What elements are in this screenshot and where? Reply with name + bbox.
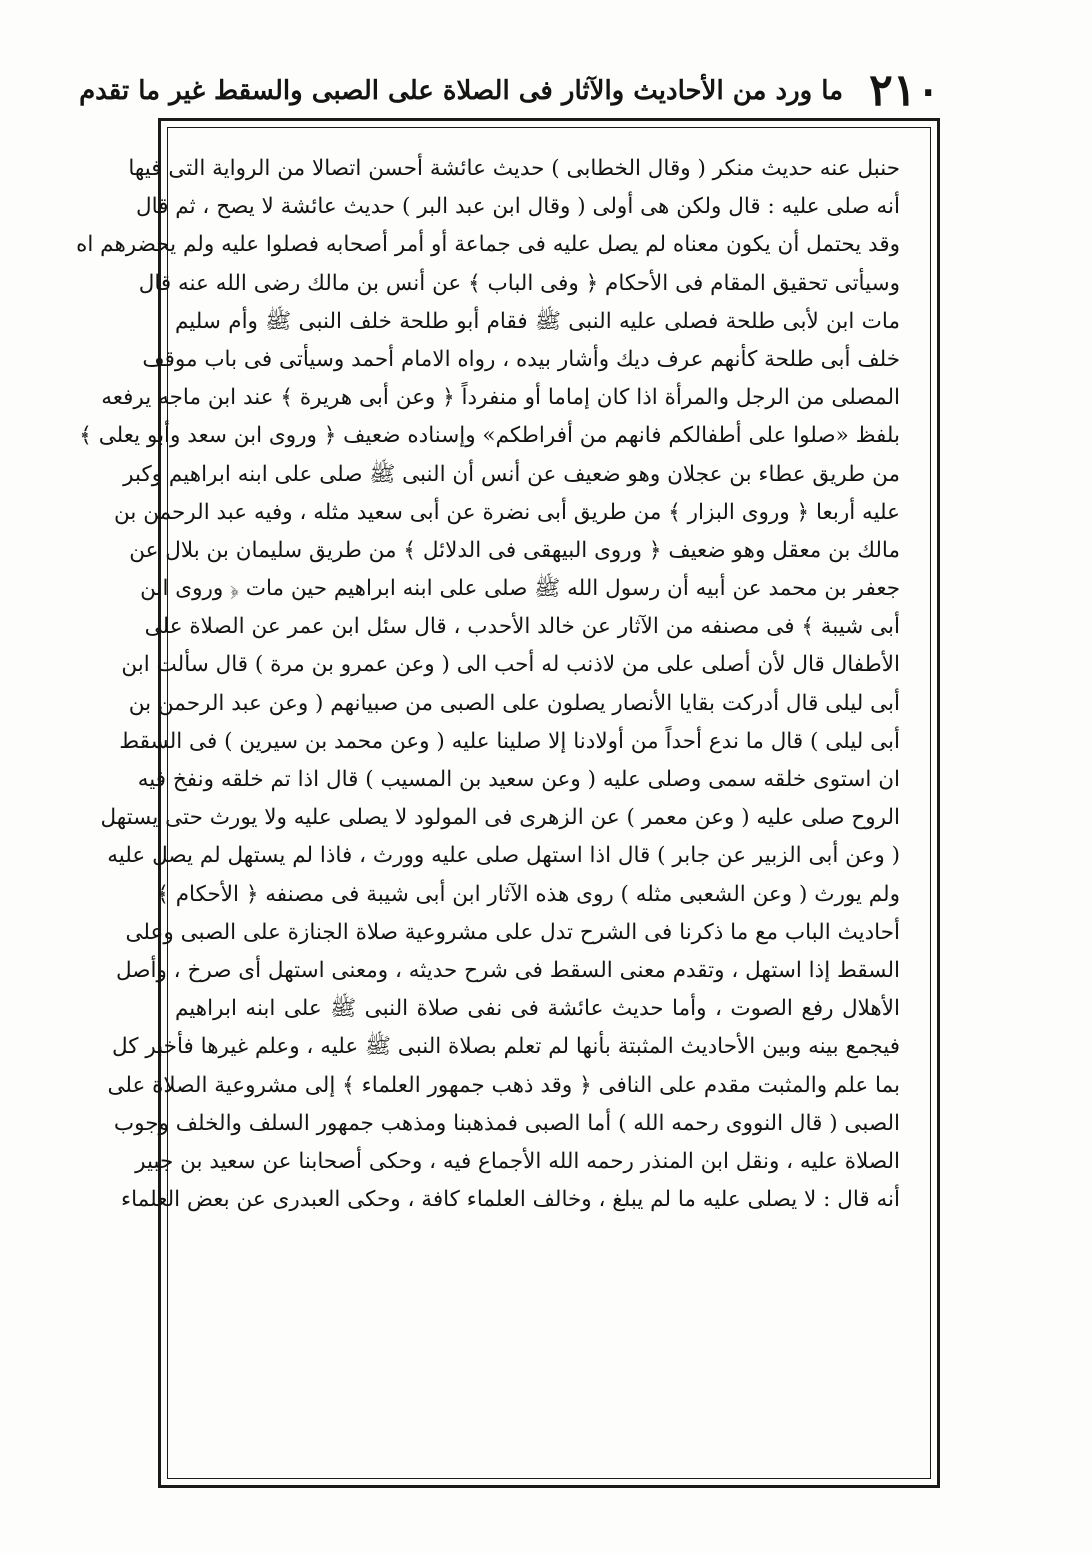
- text-line-9: من طريق عطاء بن عجلان وهو ضعيف عن أنس أن النبى ﷺ صلى على ابنه ابراهيم وكبر: [123, 461, 900, 487]
- text-line-13: أبى شيبة ﴾ فى مصنفه من الآثار عن خالد الأحدب ، قال سئل ابن عمر عن الصلاة على: [144, 614, 900, 640]
- text-line-15: أبى ليلى قال أدركت بقايا الأنصار يصلون على الصبى من صبيانهم ( وعن عبد الرحمن بن: [128, 690, 900, 716]
- text-line-23: الأهلال رفع الصوت ، وأما حديث عائشة فى نفى صلاة النبى ﷺ على ابنه ابراهيم: [175, 996, 900, 1022]
- text-line-17: ان استوى خلقه سمى وصلى عليه ( وعن سعيد بن المسيب ) قال اذا تم خلقه ونفخ فيه: [137, 767, 900, 792]
- text-line-16: أبى ليلى ) قال ما ندع أحداً من أولادنا إلا صلينا عليه ( وعن محمد بن سيرين ) فى السقط: [119, 728, 900, 754]
- text-line-28: أنه قال : لا يصلى عليه ما لم يبلغ ، وخالف العلماء كافة ، وحكى العبدرى عن بعض العلماء: [121, 1187, 900, 1213]
- text-line-12: جعفر بن محمد عن أبيه أن رسول الله ﷺ صلى على ابنه ابراهيم حين مات ﴿ وروى ابن: [140, 576, 900, 602]
- text-line-24: فيجمع بينه وبين الأحاديث المثبتة بأنها لم تعلم بصلاة النبى ﷺ عليه ، وعلم غيرها فأخبر كل: [111, 1034, 900, 1060]
- text-line-5: مات ابن لأبى طلحة فصلى عليه النبى ﷺ فقام أبو طلحة خلف النبى ﷺ وأم سليم: [175, 308, 900, 334]
- text-line-6: خلف أبى طلحة كأنهم عرف ديك وأشار بيده ، رواه الامام أحمد وسيأتى فى باب موقف: [142, 346, 900, 372]
- text-line-18: الروح صلى عليه ( وعن معمر ) عن الزهرى فى المولود لا يصلى عليه ولا يورث حتى يستهل: [100, 805, 900, 831]
- running-title: ما ورد من الأحاديث والآثار فى الصلاة على الصبى والسقط غير ما تقدم: [79, 76, 844, 106]
- text-line-1: حنبل عنه حديث منكر ( وقال الخطابى ) حديث عائشة أحسن اتصالا من الرواية التى فيها: [128, 156, 900, 181]
- text-line-26: الصبى ( قال النووى رحمه الله ) أما الصبى فمذهبنا ومذهب جمهور السلف والخلف وجوب: [113, 1110, 900, 1136]
- text-line-3: وقد يحتمل أن يكون معناه لم يصل عليه فى جماعة أو أمر أصحابه فصلوا عليه ولم يحضرهم اه: [76, 232, 900, 258]
- text-line-14: الأطفال قال لأن أصلى على من لاذنب له أحب الى ( وعن عمرو بن مرة ) قال سألت ابن: [121, 652, 900, 678]
- text-line-8: بلفظ «صلوا على أطفالكم فانهم من أفراطكم» وإسناده ضعيف ﴿ وروى ابن سعد وأبو يعلى ﴾: [79, 423, 900, 449]
- page-header: [79, 65, 940, 116]
- text-line-10: عليه أربعا ﴿ وروى البزار ﴾ من طريق أبى نضرة عن أبى سعيد مثله ، وفيه عبد الرحمن بن: [114, 499, 900, 525]
- text-line-7: المصلى من الرجل والمرأة اذا كان إماما أو منفرداً ﴿ وعن أبى هريرة ﴾ عند ابن ماجه يرفعه: [101, 385, 900, 411]
- text-line-22: السقط إذا استهل ، وتقدم معنى السقط فى شرح حديثه ، ومعنى استهل أى صرخ ، وأصل: [115, 957, 900, 983]
- text-line-11: مالك بن معقل وهو ضعيف ﴿ وروى البيهقى فى الدلائل ﴾ من طريق سليمان بن بلال عن: [129, 537, 900, 563]
- page-number: ٢١٠: [869, 65, 940, 116]
- text-line-20: ولم يورث ( وعن الشعبى مثله ) روى هذه الآثار ابن أبى شيبة فى مصنفه ﴿ الأحكام ﴾: [156, 881, 900, 907]
- text-line-25: بما علم والمثبت مقدم على النافى ﴿ وقد ذهب جمهور العلماء ﴾ إلى مشروعية الصلاة على: [107, 1072, 900, 1098]
- text-line-21: أحاديث الباب مع ما ذكرنا فى الشرح تدل على مشروعية صلاة الجنازة على الصبى وعلى: [125, 919, 900, 945]
- text-line-27: الصلاة عليه ، ونقل ابن المنذر رحمه الله الأجماع فيه ، وحكى أصحابنا عن سعيد بن جبير: [135, 1148, 900, 1174]
- body-text: [76, 150, 900, 1219]
- text-line-2: أنه صلى عليه : قال ولكن هى أولى ( وقال ابن عبد البر ) حديث عائشة لا يصح ، ثم قال: [136, 194, 900, 220]
- text-line-19: ( وعن أبى الزبير عن جابر ) قال اذا استهل صلى عليه وورث ، فاذا لم يستهل لم يصل عليه: [107, 843, 900, 869]
- text-line-4: وسيأتى تحقيق المقام فى الأحكام ﴿ وفى الباب ﴾ عن أنس بن مالك رضى الله عنه قال: [138, 270, 900, 296]
